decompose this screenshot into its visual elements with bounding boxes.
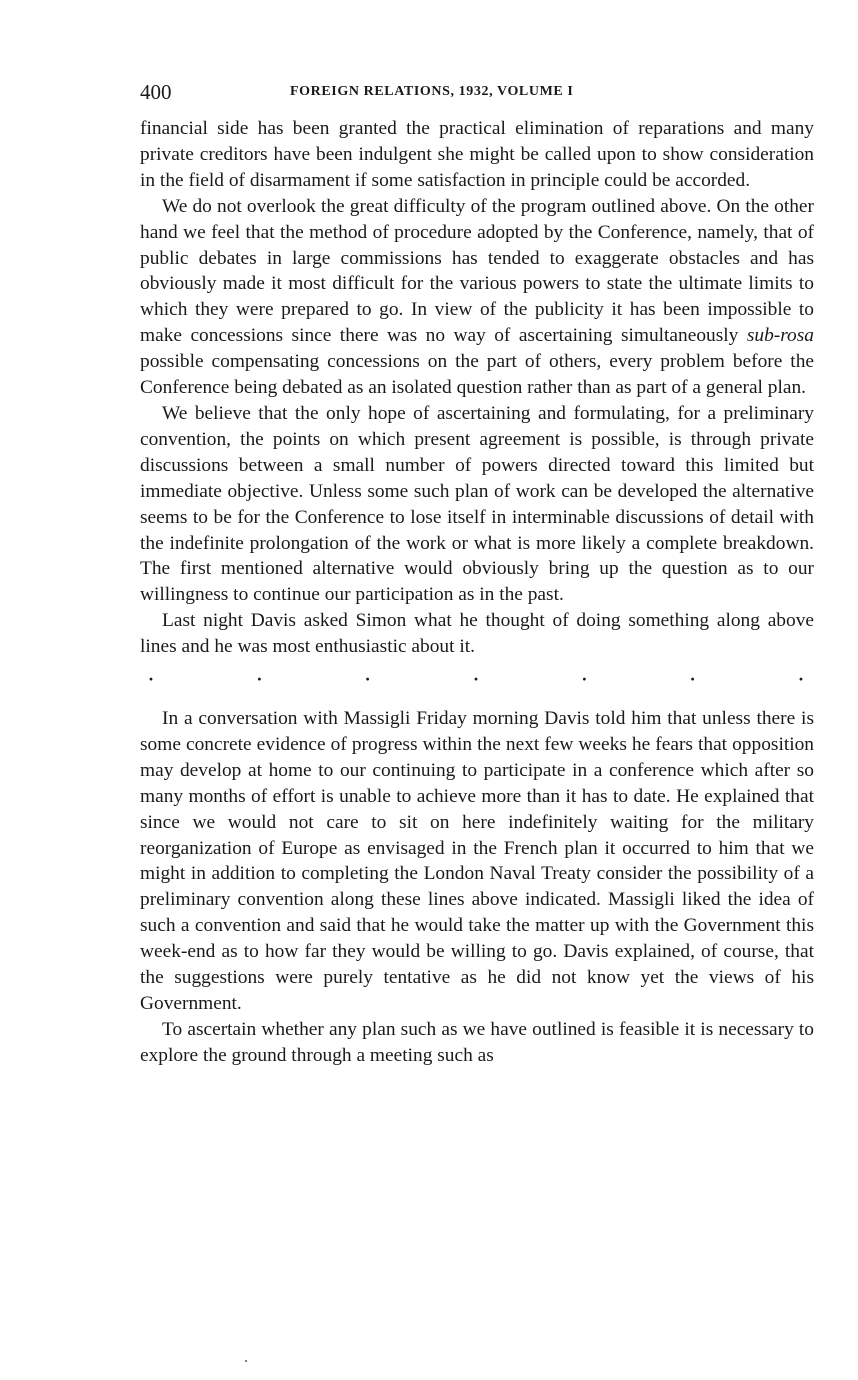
paragraph-2: [140, 194, 814, 401]
ellipsis-dot: ·: [148, 669, 155, 690]
ellipsis-dot: ·: [256, 669, 263, 690]
document-page: [140, 80, 814, 1069]
running-head: [140, 80, 814, 110]
ellipsis-dot: ·: [689, 669, 696, 690]
scan-speck: [245, 1360, 247, 1362]
paragraph-2-text-after: possible compensating concessions on the part of others, every problem before the Conference being debated as an isolated question rather than as part of a general plan.: [140, 351, 814, 399]
paragraph-6: To ascertain whether any plan such as we have outlined is feasible it is necessary to explore the ground through a meeting such as: [140, 1018, 814, 1066]
ellipsis-dot: ·: [472, 669, 479, 690]
ellipsis-dot: ·: [364, 669, 371, 690]
paragraph-2-text-before: We do not overlook the great difficulty of the program outlined above. On the other hand we feel that the method of procedure adopted by the Conference, namely, that of public debates in large commissions has tended to exaggerate obstacles and has obviously made it most difficult for the various powers to state the ultimate limits to which they were prepared to go. In view of the publicity it has been impossible to make concessions since there was no way of ascertaining simultaneously: [140, 195, 814, 347]
paragraph-1: financial side has been granted the practical elimination of reparations and many private creditors have been indulgent she might be called upon to show consideration in the field of disarmament if some satisfaction in principle could be accorded.: [140, 118, 814, 191]
paragraph-2-italic-term: sub-rosa: [746, 325, 814, 347]
page-number: 400: [140, 80, 172, 104]
document-body: [140, 116, 814, 1069]
running-title: FOREIGN RELATIONS, 1932, VOLUME I: [290, 84, 574, 99]
omission-ellipsis: [140, 662, 814, 698]
ellipsis-dot: ·: [581, 669, 588, 690]
paragraph-3: We believe that the only hope of ascertaining and formulating, for a preliminary convention, the points on which present agreement is possible, is through private discussions between a small number of powers directed toward this limited but immediate objective. Unless some such plan of work can be developed the alternative seems to be for the Conference to lose itself in interminable discussions of detail with the indefinite prolongation of the work or what is more likely a complete breakdown. The first mentioned alternative would obviously bring up the question as to our willingness to continue our participation as in the past.: [140, 402, 814, 606]
paragraph-5: In a conversation with Massigli Friday morning Davis told him that unless there is some concrete evidence of progress within the next few weeks he fears that opposition may develop at home to our continuing to participate in a conference which after so many months of effort is unable to achieve more than it has to date. He explained that since we would not care to sit on here indefinitely waiting for the military reorganization of Europe as envisaged in the French plan it occurred to him that we might in addition to completing the London Naval Treaty consider the possibility of a preliminary convention along these lines above indicated. Massigli liked the idea of such a convention and said that he would take the matter up with the Government this week-end as to how far they would be willing to go. Davis explained, of course, that the suggestions were purely tentative as he did not know yet the views of his Government.: [140, 708, 814, 1014]
paragraph-4: Last night Davis asked Simon what he thought of doing something along above lines and he was most enthusiastic about it.: [140, 610, 814, 658]
ellipsis-dot: ·: [797, 669, 804, 690]
